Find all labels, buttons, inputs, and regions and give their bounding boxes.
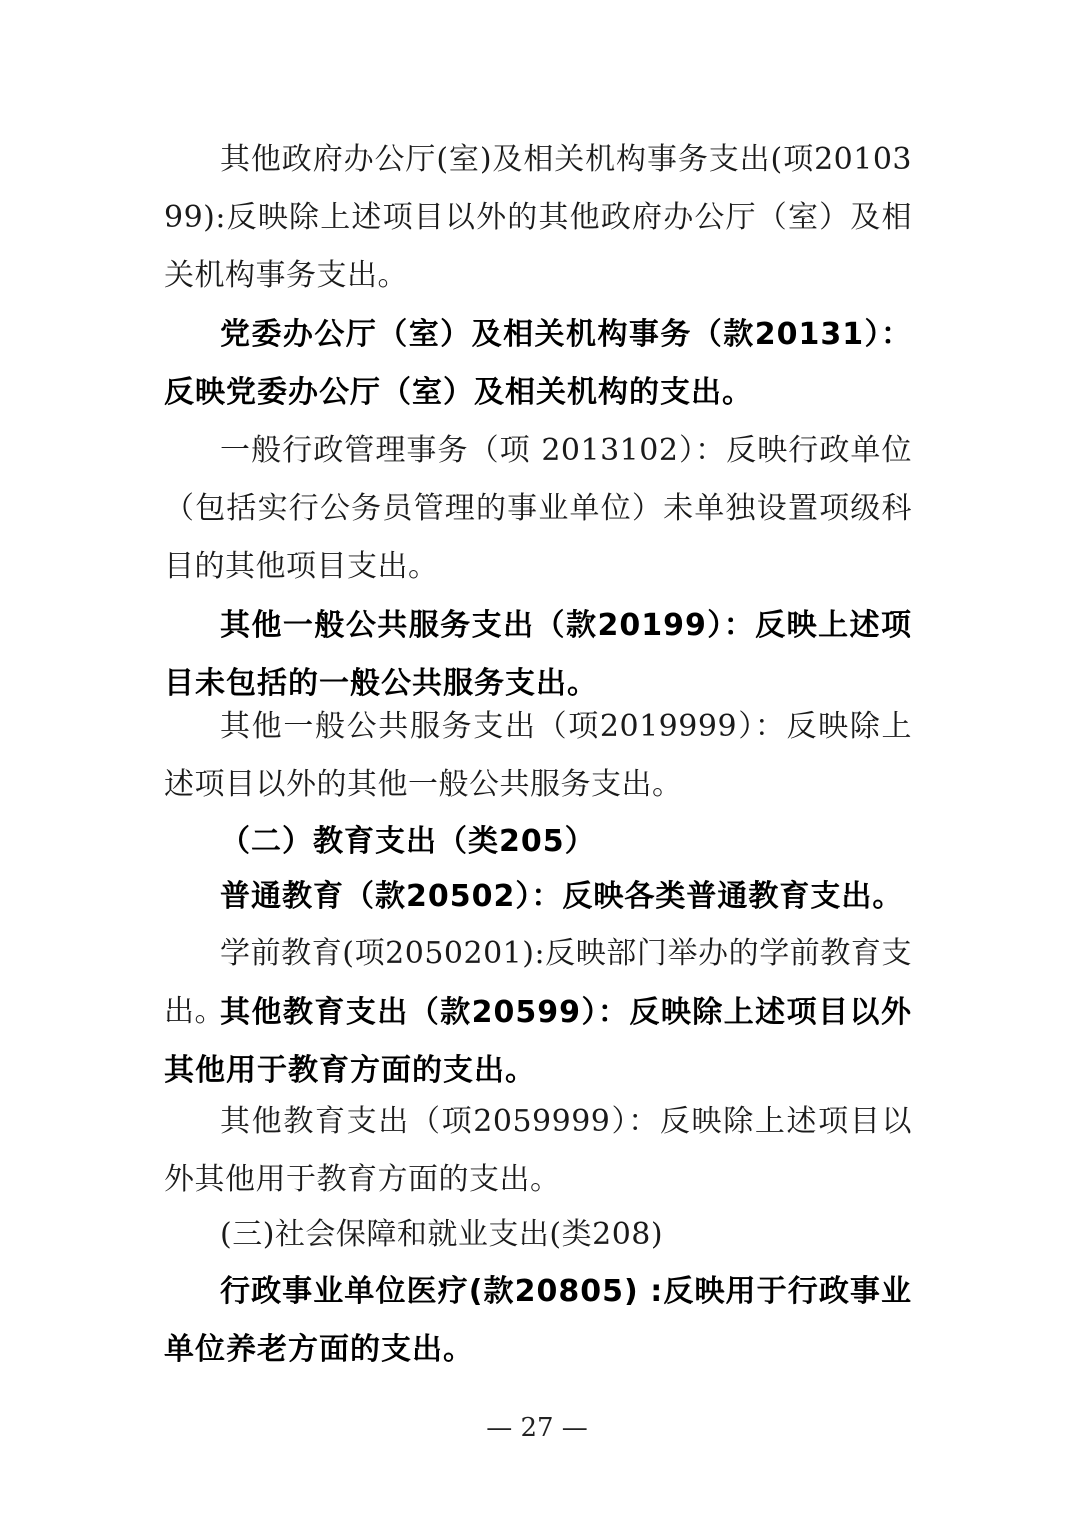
paragraph-admin-medical-section: 行政事业单位医疗(款20805) :反映用于行政事业单位养老方面的支出。 (164, 1274, 912, 1367)
paragraph-other-education-section: 其他教育支出（款20599）：反映除上述项目以外其他用于教育方面的支出。 (164, 995, 912, 1088)
paragraph-other-education-item: 其他教育支出（项2059999）：反映除上述项目以外其他用于教育方面的支出。 (164, 1104, 912, 1197)
heading-social-security-category: (三)社会保障和就业支出(类208) (220, 1217, 664, 1252)
paragraph-other-public-service-item: 其他一般公共服务支出（项2019999）：反映除上述项目以外的其他一般公共服务支出。 (164, 709, 912, 802)
paragraph-other-public-service-section: 其他一般公共服务支出（款20199）：反映上述项目未包括的一般公共服务支出。 (164, 608, 912, 701)
paragraph-general-education-section: 普通教育（款20502）：反映各类普通教育支出。 (220, 879, 904, 914)
paragraph-preschool-education-item: 学前教育(项2050201):反映部门举办的学前教育支出。 (164, 936, 912, 1029)
heading-education-category: （二）教育支出（类205） (220, 824, 596, 859)
paragraph-party-office-section: 党委办公厅（室）及相关机构事务（款20131）：反映党委办公厅（室）及相关机构的支出。 (164, 317, 912, 410)
page-number: — 27 — (486, 1413, 588, 1443)
paragraph-other-gov-office-item: 其他政府办公厅(室)及相关机构事务支出(项2010399):反映除上述项目以外的其他政府办公厅（室）及相关机构事务支出。 (164, 142, 912, 293)
paragraph-general-admin-item: 一般行政管理事务（项 2013102）：反映行政单位（包括实行公务员管理的事业单位）未单独设置项级科目的其他项目支出。 (164, 433, 912, 584)
